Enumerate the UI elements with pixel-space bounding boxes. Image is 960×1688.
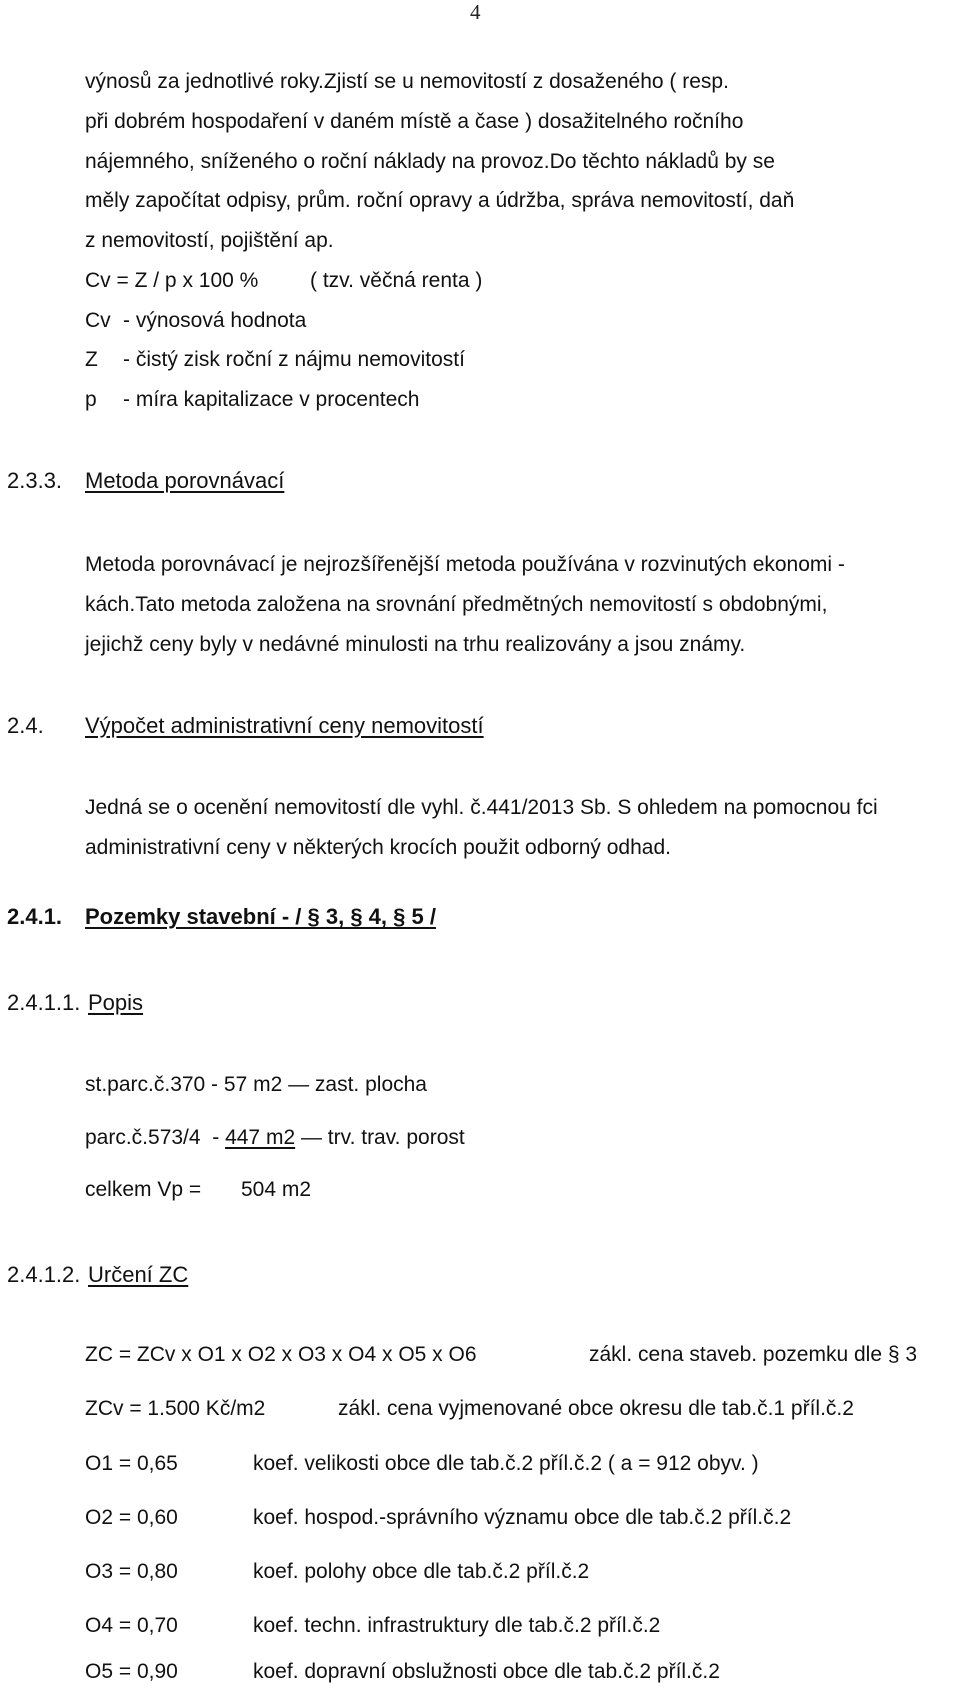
intro-line-1: výnosů za jednotlivé roky.Zjistí se u nemovitostí z dosaženého ( resp. — [85, 70, 729, 93]
section-number-2-4: 2.4. — [7, 713, 44, 738]
coef-key-o5: O5 = 0,90 — [85, 1660, 178, 1683]
zc-formula-note: zákl. cena staveb. pozemku dle § 3 — [589, 1343, 918, 1366]
parcel-row-2-area: 447 m2 — [225, 1126, 296, 1149]
section-number-2-4-1-1: 2.4.1.1. — [7, 990, 81, 1015]
coef-key-o4: O4 = 0,70 — [85, 1614, 178, 1637]
parcel-total-value: 504 m2 — [241, 1178, 312, 1201]
intro-line-4: měly započítat odpisy, prům. roční opravy a údržba, správa nemovitostí, daň — [85, 189, 795, 212]
section-number-2-4-1-2: 2.4.1.2. — [7, 1262, 81, 1287]
yield-formula-note: ( tzv. věčná renta ) — [310, 269, 483, 292]
coef-desc-o5: koef. dopravní obslužnosti obce dle tab.č.2 příl.č.2 — [253, 1660, 720, 1683]
coef-key-o2: O2 = 0,60 — [85, 1506, 178, 1529]
coef-desc-zcv: zákl. cena vyjmenované obce okresu dle tab.č.1 příl.č.2 — [338, 1397, 854, 1420]
comparison-line-3: jejichž ceny byly v nedávné minulosti na trhu realizovány a jsou známy. — [85, 633, 746, 656]
legend-symbol-z: Z — [85, 348, 98, 371]
intro-line-5: z nemovitostí, pojištění ap. — [85, 229, 334, 252]
coef-desc-o3: koef. polohy obce dle tab.č.2 příl.č.2 — [253, 1560, 590, 1583]
coef-desc-o2: koef. hospod.-správního významu obce dle tab.č.2 příl.č.2 — [253, 1506, 792, 1529]
section-title-2-3-3: Metoda porovnávací — [85, 468, 285, 493]
intro-line-3: nájemného, sníženého o roční náklady na provoz.Do těchto nákladů by se — [85, 150, 775, 173]
comparison-line-1: Metoda porovnávací je nejrozšířenější metoda používána v rozvinutých ekonomi - — [85, 553, 845, 576]
coef-key-o3: O3 = 0,80 — [85, 1560, 178, 1583]
coef-desc-o1: koef. velikosti obce dle tab.č.2 příl.č.2 ( a = 912 obyv. ) — [253, 1452, 759, 1475]
legend-symbol-cv: Cv — [85, 309, 111, 332]
page-number: 4 — [470, 0, 481, 24]
admin-price-line-1: Jedná se o ocenění nemovitostí dle vyhl. č.441/2013 Sb. S ohledem na pomocnou fci — [85, 796, 878, 819]
section-title-2-4-1-1: Popis — [88, 990, 144, 1015]
section-number-2-3-3: 2.3.3. — [7, 468, 63, 493]
section-title-2-4-1: Pozemky stavební - / § 3, § 4, § 5 / — [85, 904, 436, 929]
section-title-2-4-1-2: Určení ZC — [88, 1262, 189, 1287]
section-number-2-4-1: 2.4.1. — [7, 904, 63, 929]
coef-key-o1: O1 = 0,65 — [85, 1452, 178, 1475]
legend-text-p: - míra kapitalizace v procentech — [123, 388, 420, 411]
yield-formula: Cv = Z / p x 100 % — [85, 269, 259, 292]
parcel-total-label: celkem Vp = — [85, 1178, 202, 1201]
zc-formula: ZC = ZCv x O1 x O2 x O3 x O4 x O5 x O6 — [85, 1343, 477, 1366]
parcel-row-2-suffix: — trv. trav. porost — [295, 1126, 465, 1149]
parcel-row-2-prefix: parc.č.573/4 - — [85, 1126, 226, 1149]
coef-desc-o4: koef. techn. infrastruktury dle tab.č.2 příl.č.2 — [253, 1614, 661, 1637]
legend-text-cv: - výnosová hodnota — [123, 309, 307, 332]
coef-key-zcv: ZCv = 1.500 Kč/m2 — [85, 1397, 266, 1420]
admin-price-line-2: administrativní ceny v některých krocích použit odborný odhad. — [85, 836, 671, 859]
legend-symbol-p: p — [85, 388, 97, 411]
parcel-row-2 — [85, 1126, 465, 1150]
legend-text-z: - čistý zisk roční z nájmu nemovitostí — [123, 348, 465, 371]
section-title-2-4: Výpočet administrativní ceny nemovitostí — [85, 713, 484, 738]
parcel-row-1: st.parc.č.370 - 57 m2 — zast. plocha — [85, 1073, 427, 1096]
intro-line-2: při dobrém hospodaření v daném místě a čase ) dosažitelného ročního — [85, 110, 744, 133]
comparison-line-2: kách.Tato metoda založena na srovnání předmětných nemovitostí s obdobnými, — [85, 593, 828, 616]
